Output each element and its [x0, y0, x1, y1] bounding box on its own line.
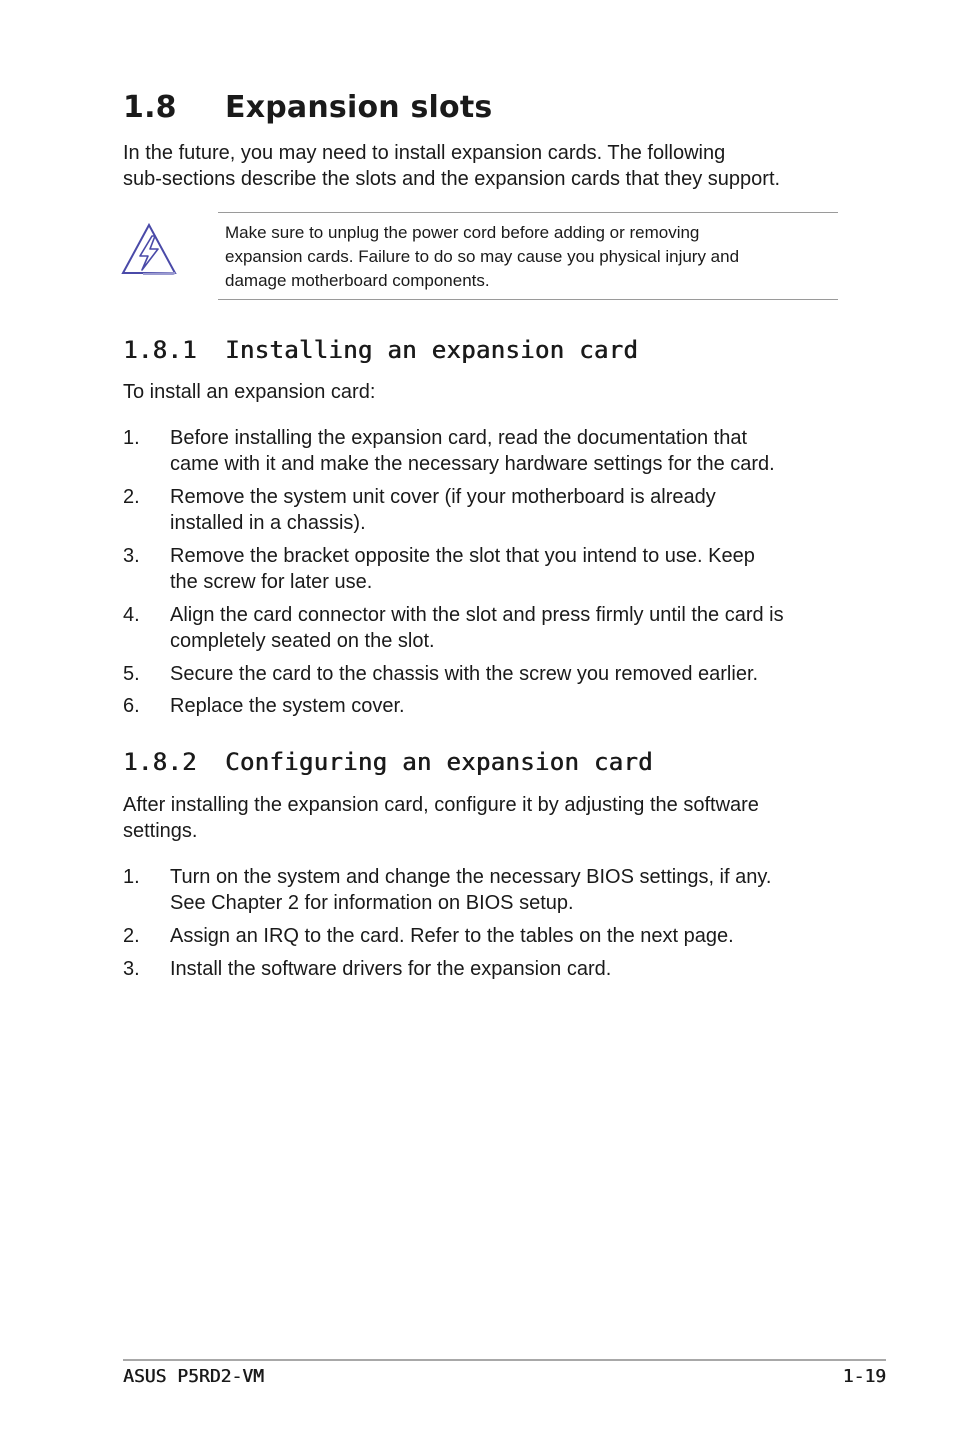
step-number: 1.: [123, 866, 140, 888]
warning-triangle-lightning-icon: [121, 222, 177, 276]
lead-line: After installing the expansion card, configure it by adjusting the software: [123, 794, 759, 816]
section-title: Expansion slots: [225, 90, 493, 125]
list-item: [123, 956, 843, 982]
configure-lead: [123, 792, 759, 844]
step-text: Secure the card to the chassis with the screw you removed earlier.: [170, 663, 759, 685]
list-item: [123, 425, 843, 477]
list-item: [123, 693, 843, 719]
subsection-heading-installing: [123, 336, 638, 364]
list-item: [123, 661, 843, 687]
lead-line: settings.: [123, 820, 198, 842]
intro-line: sub-sections describe the slots and the expansion cards that they support.: [123, 168, 781, 190]
subsection-title: Installing an expansion card: [225, 336, 638, 364]
step-text: Remove the system unit cover (if your motherboard is already: [170, 486, 716, 508]
configure-steps: [123, 864, 843, 982]
step-number: 2.: [123, 925, 140, 947]
subsection-number: 1.8.1: [123, 336, 197, 364]
list-item: [123, 484, 843, 536]
step-text: Turn on the system and change the necessary BIOS settings, if any.: [170, 866, 772, 888]
section-intro: [123, 140, 780, 192]
step-text: Replace the system cover.: [170, 695, 405, 717]
step-text: See Chapter 2 for information on BIOS setup.: [170, 892, 574, 914]
step-number: 3.: [123, 958, 140, 980]
step-number: 1.: [123, 427, 140, 449]
subsection-title: Configuring an expansion card: [225, 748, 653, 776]
install-steps: [123, 425, 843, 719]
section-number: 1.8: [123, 90, 177, 125]
warning-callout: [218, 212, 838, 300]
step-number: 5.: [123, 663, 140, 685]
section-heading: [123, 90, 492, 125]
step-number: 6.: [123, 695, 140, 717]
install-lead: To install an expansion card:: [123, 381, 376, 403]
footer-rule: [123, 1359, 886, 1361]
list-item: [123, 864, 843, 916]
step-text: Align the card connector with the slot and press firmly until the card is: [170, 604, 784, 626]
intro-line: In the future, you may need to install expansion cards. The following: [123, 142, 726, 164]
step-number: 3.: [123, 545, 140, 567]
step-text: Before installing the expansion card, read the documentation that: [170, 427, 748, 449]
step-number: 4.: [123, 604, 140, 626]
subsection-heading-configuring: [123, 748, 653, 776]
step-text: Remove the bracket opposite the slot that you intend to use. Keep: [170, 545, 755, 567]
warning-line: expansion cards. Failure to do so may cause you physical injury and: [225, 247, 740, 266]
step-text: completely seated on the slot.: [170, 630, 435, 652]
list-item: [123, 543, 843, 595]
footer-product-name: ASUS P5RD2-VM: [123, 1366, 264, 1387]
warning-line: damage motherboard components.: [225, 271, 490, 290]
step-text: came with it and make the necessary hardware settings for the card.: [170, 453, 775, 475]
step-number: 2.: [123, 486, 140, 508]
warning-line: Make sure to unplug the power cord before adding or removing: [225, 223, 700, 242]
step-text: Install the software drivers for the expansion card.: [170, 958, 612, 980]
list-item: [123, 602, 843, 654]
step-text: Assign an IRQ to the card. Refer to the tables on the next page.: [170, 925, 734, 947]
step-text: installed in a chassis).: [170, 512, 366, 534]
footer-page-number: 1-19: [842, 1366, 886, 1387]
subsection-number: 1.8.2: [123, 748, 197, 776]
warning-text: [225, 221, 739, 293]
list-item: [123, 923, 843, 949]
step-text: the screw for later use.: [170, 571, 373, 593]
